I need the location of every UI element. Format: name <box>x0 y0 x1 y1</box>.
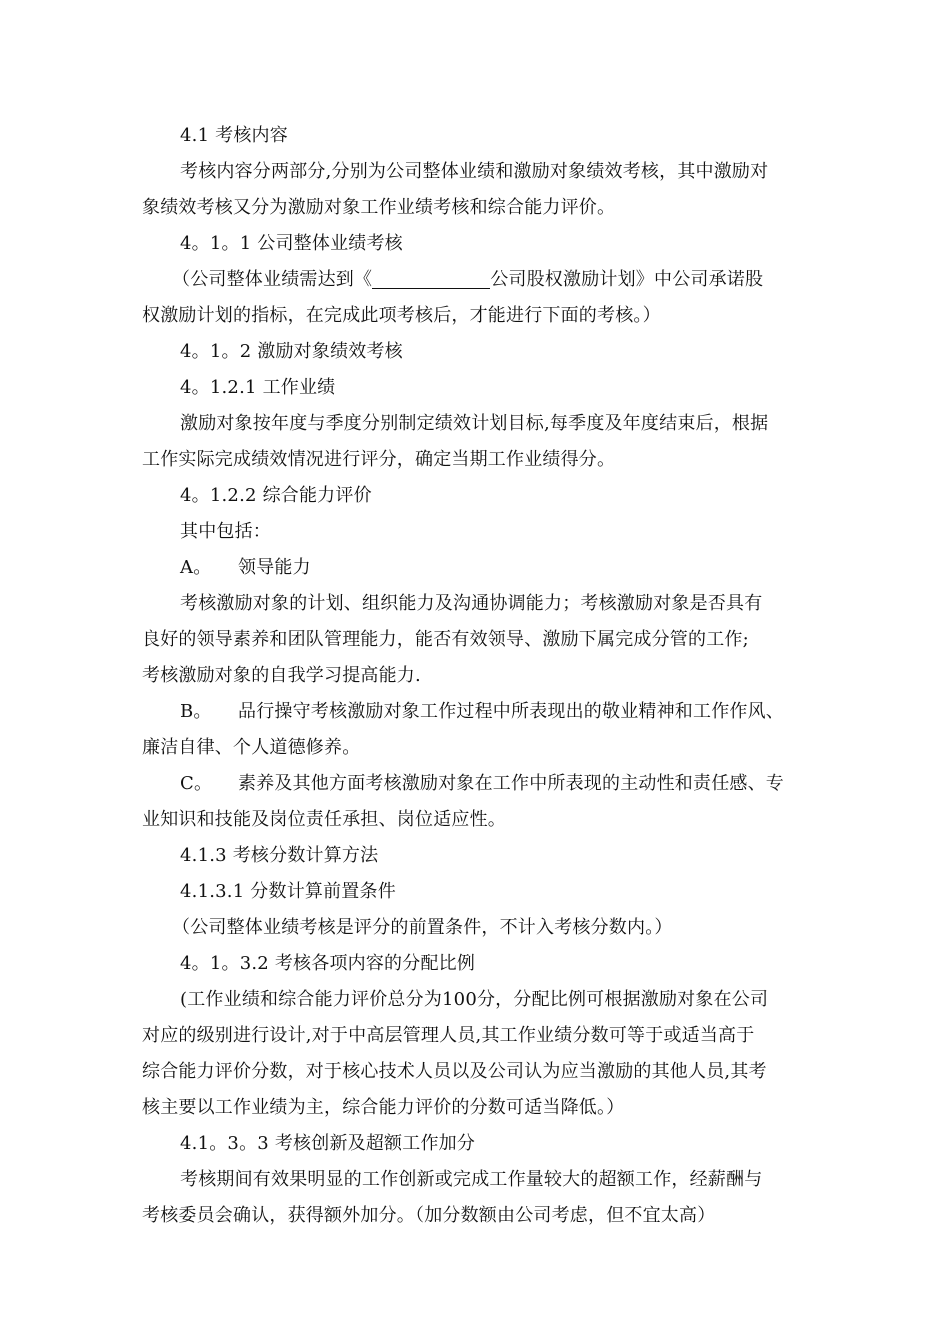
paragraph-work-line-1: 激励对象按年度与季度分别制定绩效计划目标,每季度及年度结束后，根据 <box>180 413 769 434</box>
paragraph-ratio-line-4: 核主要以工作业绩为主，综合能力评价的分数可适当降低。） <box>142 1097 625 1118</box>
heading-4-1-2: 4。1。2 激励对象绩效考核 <box>180 341 403 362</box>
fill-in-blank <box>372 268 490 289</box>
paragraph-precondition: （公司整体业绩考核是评分的前置条件，不计入考核分数内。） <box>172 917 673 938</box>
document-body <box>142 118 804 1234</box>
paragraph-company-line-1 <box>142 262 804 298</box>
paragraph-work-line-2: 工作实际完成绩效情况进行评分，确定当期工作业绩得分。 <box>142 449 616 470</box>
heading-4-1-1: 4。1。1 公司整体业绩考核 <box>180 233 403 254</box>
heading-4-1-3-3: 4.1。3。3 考核创新及超额工作加分 <box>180 1133 476 1154</box>
paragraph-lead-line-3: 考核激励对象的自我学习提高能力. <box>142 665 421 686</box>
paragraph-company-line-2: 权激励计划的指标，在完成此项考核后，才能进行下面的考核。） <box>142 305 661 326</box>
paragraph-includes: 其中包括： <box>180 521 271 542</box>
item-c-text: 素养及其他方面考核激励对象在工作中所表现的主动性和责任感、专 <box>238 773 784 794</box>
item-c-label: C。 <box>180 773 213 794</box>
paragraph-ratio-line-2: 对应的级别进行设计,对于中高层管理人员,其工作业绩分数可等于或适当高于 <box>142 1025 755 1046</box>
paragraph-bonus-line-2: 考核委员会确认，获得额外加分。（加分数额由公司考虑，但不宜太高） <box>142 1205 716 1226</box>
paragraph-b-line-2: 廉洁自律、个人道德修养。 <box>142 737 361 758</box>
heading-4-1-3-2: 4。1。3.2 考核各项内容的分配比例 <box>180 953 476 974</box>
heading-4-1-3-1: 4.1.3.1 分数计算前置条件 <box>180 881 396 902</box>
list-item-c <box>142 766 804 802</box>
item-a-title: 领导能力 <box>238 557 311 578</box>
paragraph-lead-line-2: 良好的领导素养和团队管理能力，能否有效领导、激励下属完成分管的工作; <box>142 629 749 650</box>
item-b-label: B。 <box>180 701 212 722</box>
paragraph-content-line-1: 考核内容分两部分,分别为公司整体业绩和激励对象绩效考核，其中激励对 <box>180 161 769 182</box>
list-item-a <box>142 550 804 586</box>
paragraph-c-line-2: 业知识和技能及岗位责任承担、岗位适应性。 <box>142 809 506 830</box>
paragraph-content-line-2: 象绩效考核又分为激励对象工作业绩考核和综合能力评价。 <box>142 197 616 218</box>
item-b-text: 品行操守考核激励对象工作过程中所表现出的敬业精神和工作作风、 <box>238 701 784 722</box>
company-text-before-blank: （公司整体业绩需达到《 <box>172 269 373 290</box>
paragraph-lead-line-1: 考核激励对象的计划、组织能力及沟通协调能力；考核激励对象是否具有 <box>180 593 763 614</box>
heading-4-1-3: 4.1.3 考核分数计算方法 <box>180 845 379 866</box>
heading-4-1-2-2: 4。1.2.2 综合能力评价 <box>180 485 372 506</box>
list-item-b <box>142 694 804 730</box>
paragraph-bonus-line-1: 考核期间有效果明显的工作创新或完成工作量较大的超额工作，经薪酬与 <box>180 1169 763 1190</box>
paragraph-ratio-line-3: 综合能力评价分数，对于核心技术人员以及公司认为应当激励的其他人员,其考 <box>142 1061 767 1082</box>
item-a-label: A。 <box>180 557 212 578</box>
paragraph-ratio-line-1: (工作业绩和综合能力评价总分为100分，分配比例可根据激励对象在公司 <box>180 989 769 1010</box>
company-text-after-blank: 公司股权激励计划》中公司承诺股 <box>490 269 764 290</box>
heading-4-1: 4.1 考核内容 <box>180 125 288 146</box>
heading-4-1-2-1: 4。1.2.1 工作业绩 <box>180 377 336 398</box>
